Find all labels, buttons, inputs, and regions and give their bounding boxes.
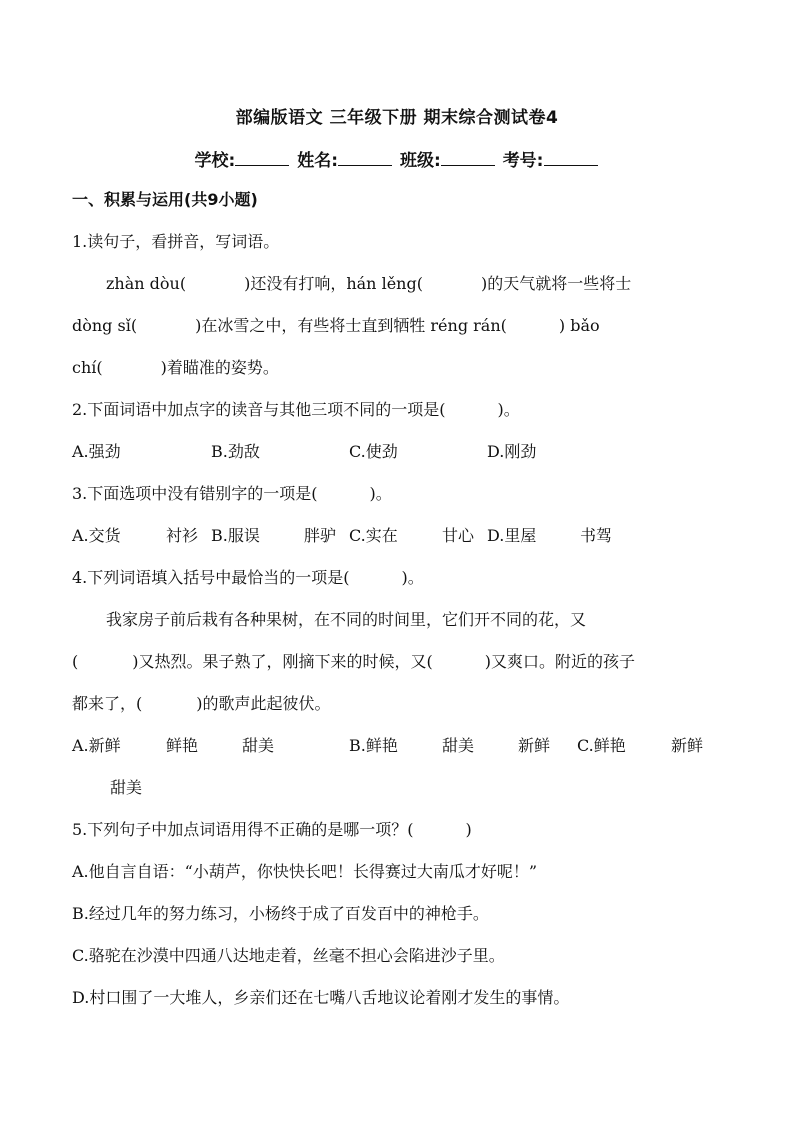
option-d: D.里屋 — [487, 526, 537, 545]
question-4-passage-line-3 — [72, 693, 331, 715]
class-label: 班级: — [399, 151, 441, 171]
question-3-stem — [72, 483, 392, 505]
option-b: B.服误 — [211, 526, 260, 545]
question-2-stem — [72, 399, 520, 421]
q5-text: ) — [465, 820, 472, 839]
option-d: D.村口围了一大堆人，乡亲们还在七嘴八舌地议论着刚才发生的事情。 — [72, 988, 570, 1007]
q1-text: zhàn dòu( — [106, 274, 187, 293]
option-b-word: 新鲜 — [518, 736, 551, 755]
q4-text: )。 — [401, 568, 424, 587]
option-a: A.交货 — [72, 526, 121, 545]
q2-text: )。 — [497, 400, 520, 419]
question-1-line-1 — [106, 273, 631, 295]
option-c: C.实在 — [349, 526, 398, 545]
option-c: C.骆驼在沙漠中四通八达地走着，丝毫不担心会陷进沙子里。 — [72, 946, 505, 965]
option-c-word: 甜美 — [110, 778, 143, 797]
q1-text: )的天气就将一些将士 — [480, 274, 632, 293]
q1-text: )在冰雪之中，有些将士直到牺牲 réng rán( — [195, 316, 507, 335]
option-b: B.经过几年的努力练习，小杨终于成了百发百中的神枪手。 — [72, 904, 489, 923]
exam-title: 部编版语文 三年级下册 期末综合测试卷4 — [235, 108, 559, 128]
class-blank[interactable] — [441, 151, 495, 166]
q4-text: 都来了，( — [72, 694, 143, 713]
q1-text: )着瞄准的姿势。 — [160, 358, 279, 377]
option-c: C.使劲 — [349, 442, 398, 461]
question-5-stem — [72, 819, 472, 841]
option-a: A.新鲜 — [72, 736, 121, 755]
q1-text: chí( — [72, 358, 103, 377]
option-d-word: 书驾 — [580, 526, 613, 545]
option-a-word: 甜美 — [242, 736, 275, 755]
question-4-passage-line-1: 我家房子前后栽有各种果树，在不同的时间里，它们开不同的花，又 — [106, 610, 587, 629]
option-c: C.鲜艳 — [577, 736, 626, 755]
option-a-word: 衬衫 — [166, 526, 199, 545]
option-a: A.强劲 — [72, 442, 121, 461]
q2-text: 2.下面词语中加点字的读音与其他三项不同的一项是( — [72, 400, 446, 419]
option-d: D.刚劲 — [487, 442, 537, 461]
q4-text: )的歌声此起彼伏。 — [196, 694, 331, 713]
question-1-line-2 — [72, 315, 600, 337]
q3-text: 3.下面选项中没有错别字的一项是( — [72, 484, 318, 503]
option-b: B.鲜艳 — [349, 736, 398, 755]
question-1-stem: 1.读句子，看拼音，写词语。 — [72, 232, 280, 251]
school-label: 学校: — [194, 151, 236, 171]
student-info-line — [0, 146, 794, 171]
option-a: A.他自言自语：“小葫芦，你快快长吧！长得赛过大南瓜才好呢！” — [72, 862, 538, 881]
q3-text: )。 — [369, 484, 392, 503]
q4-text: )又热烈。果子熟了，刚摘下来的时候，又( — [132, 652, 433, 671]
option-c-word: 甘心 — [442, 526, 475, 545]
section-heading: 一、积累与运用(共9小题) — [72, 190, 258, 209]
q5-text: 5.下列句子中加点词语用得不正确的是哪一项？( — [72, 820, 414, 839]
option-c-word: 新鲜 — [671, 736, 704, 755]
option-b-word: 甜美 — [442, 736, 475, 755]
q4-text: 4.下列词语填入括号中最恰当的一项是( — [72, 568, 350, 587]
exam-number-label: 考号: — [502, 151, 544, 171]
name-label: 姓名: — [297, 151, 339, 171]
question-4-stem — [72, 567, 424, 589]
q1-text: )还没有打响，hán lěng( — [244, 274, 423, 293]
exam-number-blank[interactable] — [544, 151, 598, 166]
school-blank[interactable] — [235, 151, 289, 166]
option-a-word: 鲜艳 — [166, 736, 199, 755]
question-1-line-3 — [72, 357, 279, 379]
name-blank[interactable] — [338, 151, 392, 166]
option-b-word: 胖驴 — [304, 526, 337, 545]
option-b: B.劲敌 — [211, 442, 260, 461]
q1-text: dòng sǐ( — [72, 316, 138, 335]
question-4-passage-line-2 — [72, 651, 635, 673]
q4-text: )又爽口。附近的孩子 — [484, 652, 635, 671]
q4-text: ( — [72, 652, 79, 671]
q1-text: ) bǎo — [558, 316, 600, 335]
